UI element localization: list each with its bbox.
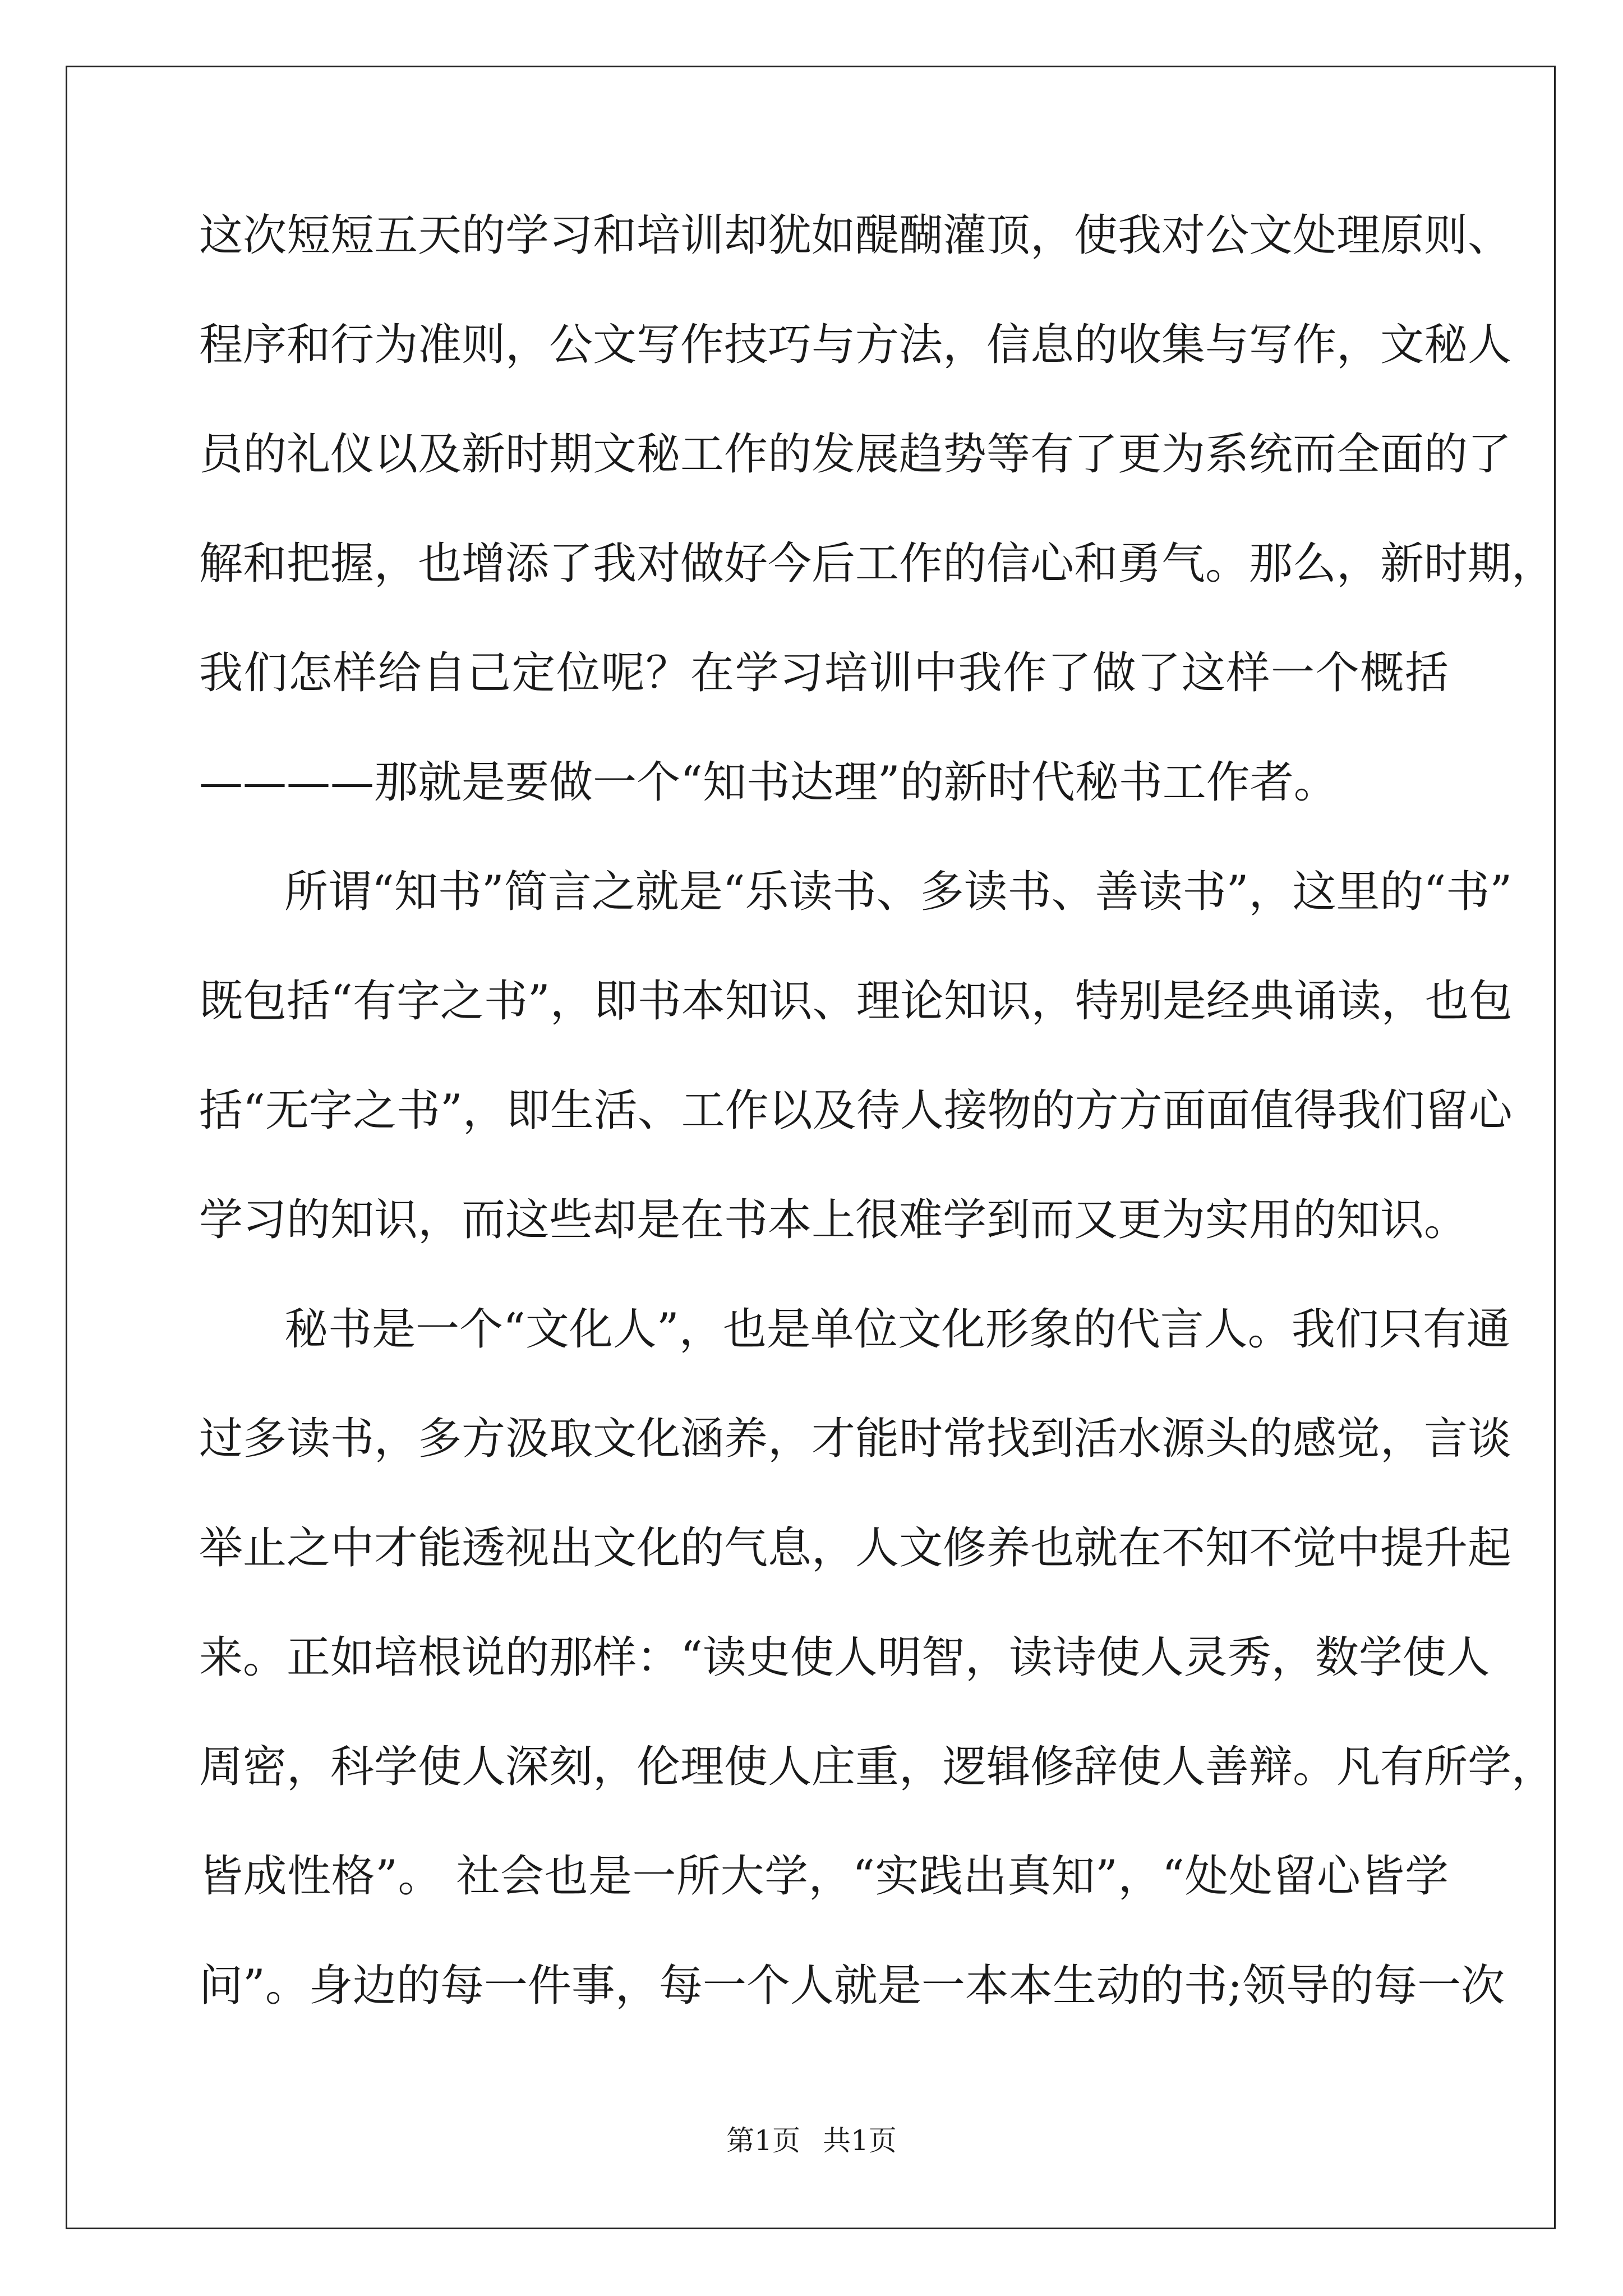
text-line: 来。正如培根说的那样：“读史使人明智，读诗使人灵秀，数学使人 — [199, 1632, 1490, 1683]
text-line: 举止之中才能透视出文化的气息，人文修养也就在不知不觉中提升起 — [199, 1523, 1512, 1573]
page-number: 第1页 — [726, 2124, 800, 2157]
text-line: 学习的知识，而这些却是在书本上很难学到而又更为实用的知识。 — [199, 1195, 1468, 1245]
text-line: 既包括“有字之书”，即书本知识、理论知识，特别是经典诵读，也包 — [199, 976, 1513, 1027]
text-line: 这次短短五天的学习和培训却犹如醍醐灌顶，使我对公文处理原则、 — [199, 210, 1512, 261]
text-line: 秘书是一个“文化人”，也是单位文化形象的代言人。我们只有通 — [284, 1304, 1510, 1355]
text-line: 所谓“知书”简言之就是“乐读书、多读书、善读书”，这里的“书” — [284, 867, 1513, 917]
text-line: 周密，科学使人深刻，伦理使人庄重，逻辑修辞使人善辩。凡有所学， — [199, 1742, 1556, 1792]
text-line: 我们怎样给自己定位呢？在学习培训中我作了做了这样一个概括 — [199, 648, 1449, 698]
page-footer — [0, 2118, 1623, 2159]
text-line: 过多读书，多方汲取文化涵养，才能时常找到活水源头的感觉，言谈 — [199, 1414, 1512, 1464]
paragraph-2 — [199, 858, 1513, 1296]
text-line: 问”。身边的每一件事，每一个人就是一本本生动的书;领导的每一次 — [199, 1961, 1505, 2011]
text-line: 员的礼仪以及新时期文秘工作的发展趋势等有了更为系统而全面的了 — [199, 429, 1512, 480]
text-line: 皆成性格”。 社会也是一所大学，“实践出真知”，“处处留心皆学 — [199, 1851, 1449, 1902]
paragraph-3 — [199, 1296, 1556, 2062]
document-body — [199, 202, 1556, 2062]
page-total: 共1页 — [823, 2124, 897, 2157]
text-line: 括“无字之书”，即生活、工作以及待人接物的方方面面值得我们留心 — [199, 1085, 1513, 1136]
text-line: 解和把握，也增添了我对做好今后工作的信心和勇气。那么，新时期， — [199, 539, 1556, 589]
text-line: 程序和行为准则，公文写作技巧与方法，信息的收集与写作，文秘人 — [199, 320, 1512, 370]
paragraph-1 — [199, 202, 1556, 858]
text-line: ————那就是要做一个“知书达理”的新时代秘书工作者。 — [199, 757, 1338, 808]
